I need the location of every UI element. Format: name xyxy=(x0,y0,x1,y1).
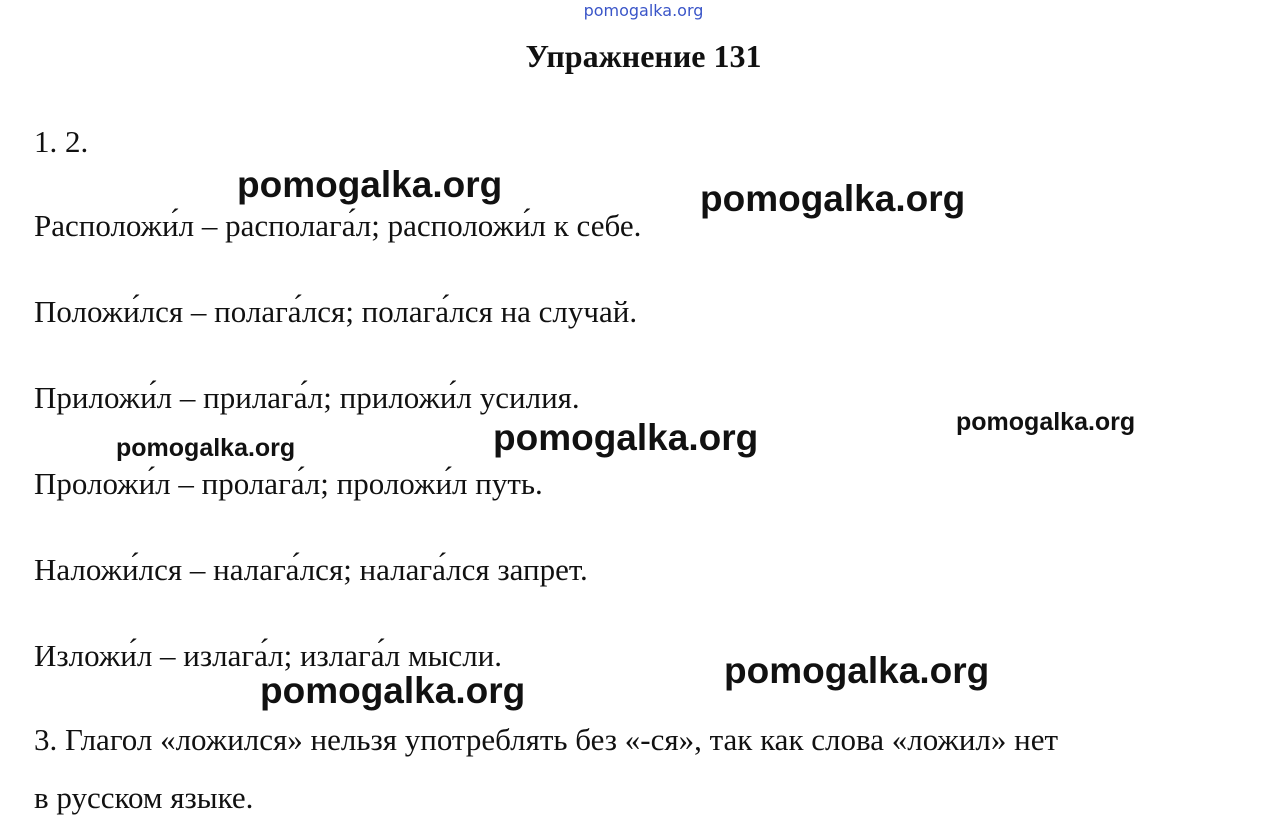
watermark: pomogalka.org xyxy=(260,670,526,711)
watermark: pomogalka.org xyxy=(724,650,990,691)
watermark: pomogalka.org xyxy=(956,408,1136,436)
watermark: pomogalka.org xyxy=(237,164,503,205)
word-pair-line-2: Положи́лся – полага́лся; полага́лся на случай. xyxy=(34,294,638,329)
word-pair-line-6: Изложи́л – излага́л; излага́л мысли. xyxy=(34,638,502,673)
conclusion-line-2: в русском языке. xyxy=(34,780,254,815)
watermark: pomogalka.org xyxy=(116,434,296,462)
task-numbering: 1. 2. xyxy=(34,124,89,159)
word-pair-line-4: Проложи́л – пролага́л; проложи́л путь. xyxy=(34,466,543,501)
exercise-title: Упражнение 131 xyxy=(525,38,762,74)
site-link[interactable]: pomogalka.org xyxy=(583,1,704,20)
word-pair-line-1: Расположи́л – располага́л; расположи́л к себе. xyxy=(34,208,642,243)
watermark: pomogalka.org xyxy=(700,178,966,219)
word-pair-line-3: Приложи́л – прилага́л; приложи́л усилия. xyxy=(34,380,580,415)
word-pair-line-5: Наложи́лся – налага́лся; налага́лся запрет. xyxy=(34,552,588,587)
watermark: pomogalka.org xyxy=(493,417,759,458)
conclusion-line-1: 3. Глагол «ложился» нельзя употреблять без «-ся», так как слова «ложил» нет xyxy=(34,722,1059,757)
